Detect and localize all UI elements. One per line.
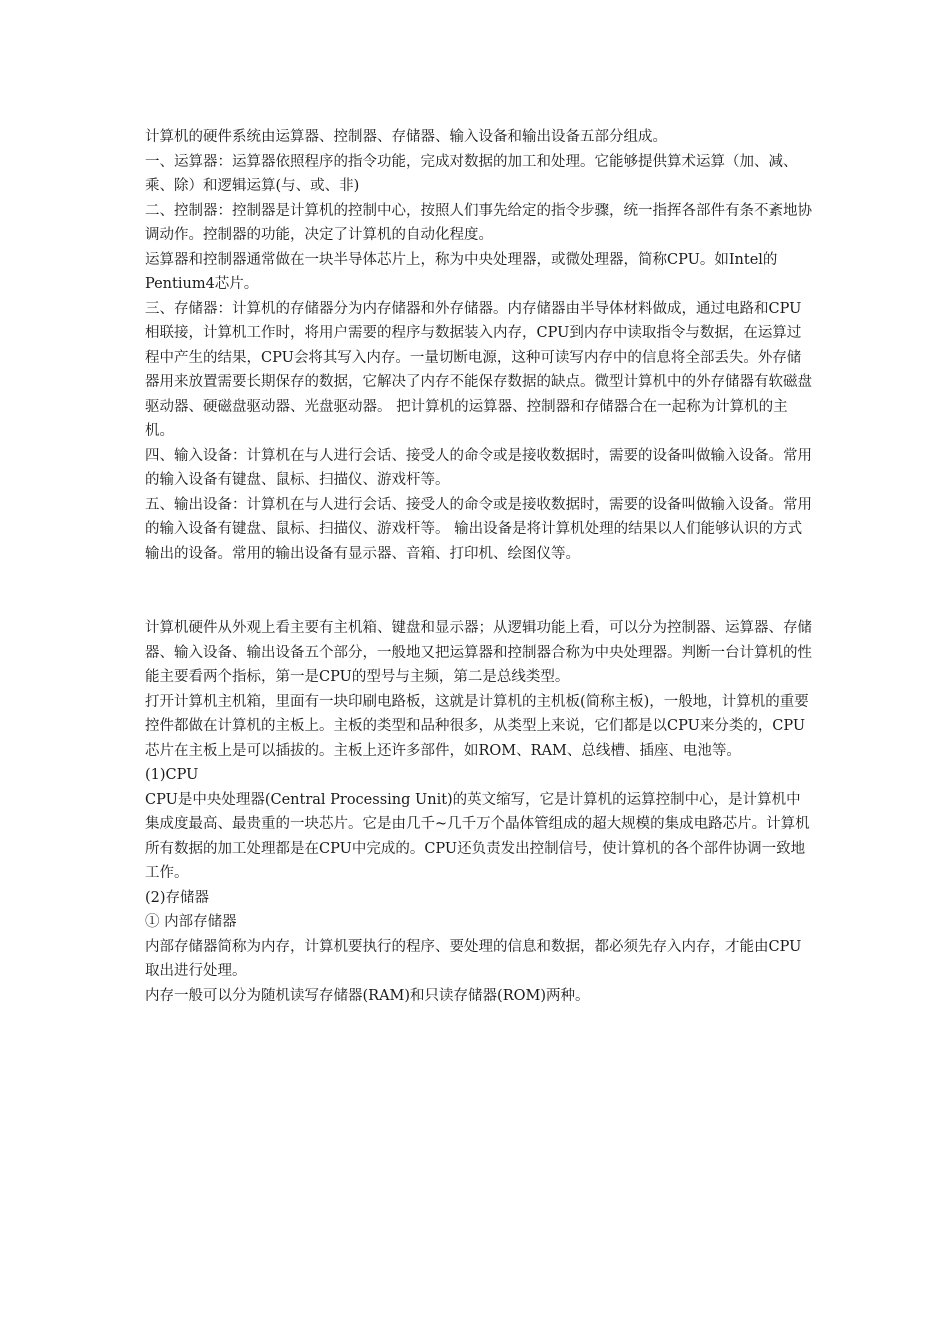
memory-types-paragraph: 内存一般可以分为随机读写存储器(RAM)和只读存储器(ROM)两种。 <box>145 987 590 1004</box>
document-page <box>145 125 815 1008</box>
input-device-paragraph: 四、输入设备：计算机在与人进行会话、接受人的命令或是接收数据时，需要的设备叫做输入设备。常用的输入设备有键盘、鼠标、扫描仪、游戏杆等。 <box>145 447 812 488</box>
controller-paragraph: 二、控制器：控制器是计算机的控制中心，按照人们事先给定的指令步骤，统一指挥各部件有条不紊地协调动作。控制器的功能，决定了计算机的自动化程度。 <box>145 202 812 243</box>
alu-paragraph: 一、运算器：运算器依照程序的指令功能，完成对数据的加工和处理。它能够提供算术运算（加、减、乘、除）和逻辑运算(与、或、非) <box>145 153 798 194</box>
internal-storage-heading: ① 内部存储器 <box>145 914 237 930</box>
internal-storage-paragraph: 内部存储器简称为内存，计算机要执行的程序、要处理的信息和数据，都必须先存入内存，才能由CPU取出进行处理。 <box>145 938 802 979</box>
section-gap <box>145 566 815 616</box>
cpu-heading: (1)CPU <box>145 767 199 783</box>
hardware-detail-section <box>145 616 815 1008</box>
hardware-appearance-paragraph: 计算机硬件从外观上看主要有主机箱、键盘和显示器；从逻辑功能上看，可以分为控制器、运算器、存储器、输入设备、输出设备五个部分，一般地又把运算器和控制器合称为中央处理器。判断一台计算机的性能主要看两个指标，第一是CPU的型号与主频，第二是总线类型。 <box>145 620 812 685</box>
motherboard-paragraph: 打开计算机主机箱，里面有一块印刷电路板，这就是计算机的主机板(简称主板)，一般地，计算机的重要控件都做在计算机的主板上。主板的类型和品种很多，从类型上来说，它们都是以CPU来分类的，CPU芯片在主板上是可以插拔的。主板上还许多部件，如ROM、RAM、总线槽、插座、电池等。 <box>145 693 809 759</box>
hardware-overview-section <box>145 125 815 566</box>
output-device-paragraph: 五、输出设备：计算机在与人进行会话、接受人的命令或是接收数据时，需要的设备叫做输入设备。常用的输入设备有键盘、鼠标、扫描仪、游戏杆等。 输出设备是将计算机处理的结果以人们能够认识的方式输出的设备。常用的输出设备有显示器、音箱、打印机、绘图仪等。 <box>145 496 812 562</box>
storage-heading: (2)存储器 <box>145 889 210 906</box>
intro-line: 计算机的硬件系统由运算器、控制器、存储器、输入设备和输出设备五部分组成。 <box>145 129 667 145</box>
memory-paragraph: 三、存储器：计算机的存储器分为内存储器和外存储器。内存储器由半导体材料做成，通过电路和CPU相联接，计算机工作时，将用户需要的程序与数据装入内存，CPU到内存中读取指令与数据，在运算过程中产生的结果，CPU会将其写入内存。一量切断电源，这种可读写内存中的信息将全部丢失。外存储器用来放置需要长期保存的数据，它解决了内存不能保存数据的缺点。微型计算机中的外存储器有软磁盘驱动器、硬磁盘驱动器、光盘驱动器。 把计算机的运算器、控制器和存储器合在一起称为计算机的主机。 <box>145 300 812 439</box>
cpu-paragraph: CPU是中央处理器(Central Processing Unit)的英文缩写，它是计算机的运算控制中心，是计算机中集成度最高、最贵重的一块芯片。它是由几千~几千万个晶体管组成的超大规模的集成电路芯片。计算机所有数据的加工处理都是在CPU中完成的。CPU还负责发出控制信号，使计算机的各个部件协调一致地工作。 <box>145 791 810 881</box>
cpu-definition-paragraph: 运算器和控制器通常做在一块半导体芯片上，称为中央处理器，或微处理器，简称CPU。如Intel的Pentium4芯片。 <box>145 251 778 292</box>
